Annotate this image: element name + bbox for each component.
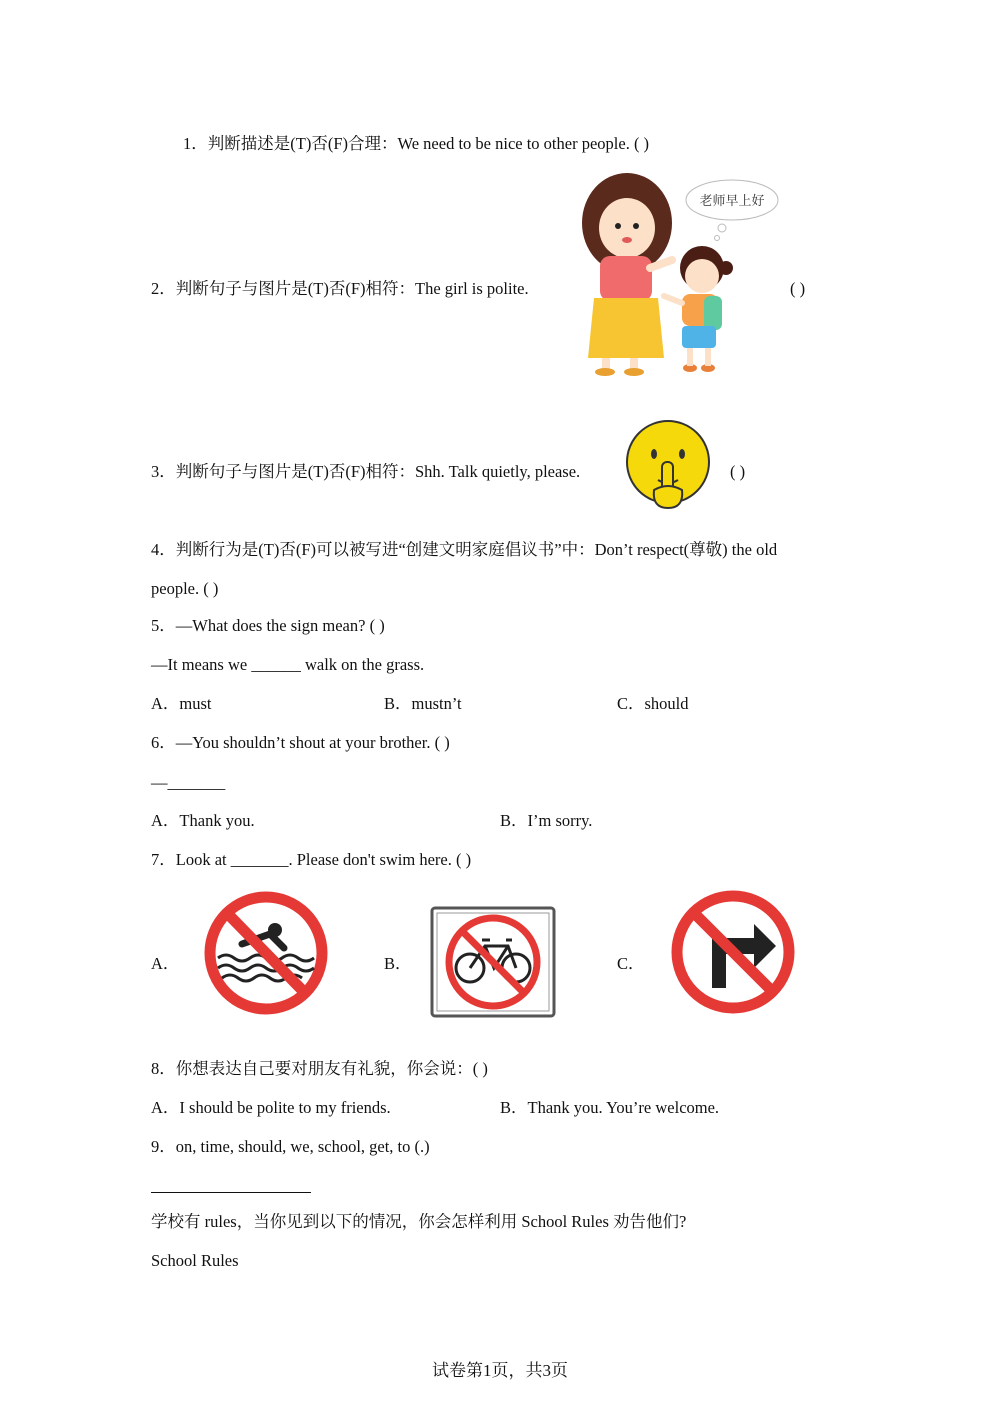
question-5-option-c: C．should: [617, 694, 689, 713]
question-7: 7．Look at _______. Please don't swim here. ( ): [151, 850, 472, 869]
question-4-line2: people. ( ): [151, 579, 219, 598]
question-3-answer: ( ): [730, 462, 746, 481]
page-footer: 试卷第1页，共3页: [432, 1361, 568, 1380]
question-5-option-b: B．mustn’t: [384, 694, 462, 713]
no-bicycles-sign-icon: [430, 906, 556, 1018]
question-7-option-c: C．: [617, 954, 645, 973]
question-9-answer-line[interactable]: [151, 1192, 311, 1193]
shh-emoji-picture: [624, 418, 714, 512]
question-6-option-b: B．I’m sorry.: [500, 811, 593, 830]
speech-bubble-text: 老师早上好: [699, 194, 765, 209]
question-5-line2: —It means we ______ walk on the grass.: [151, 655, 425, 674]
question-3: 3．判断句子与图片是(T)否(F)相符：Shh. Talk quietly, please.: [151, 462, 581, 481]
question-5-line1: 5．—What does the sign mean? ( ): [151, 616, 385, 635]
question-8-option-b: B．Thank you. You’re welcome.: [500, 1098, 720, 1117]
section-intro: 学校有 rules，当你见到以下的情况，你会怎样利用 School Rules 劝告他们?: [151, 1212, 687, 1231]
question-8: 8．你想表达自己要对朋友有礼貌，你会说：( ): [151, 1059, 488, 1078]
no-swimming-sign-icon: [200, 888, 332, 1018]
question-2: 2．判断句子与图片是(T)否(F)相符：The girl is polite.: [151, 279, 529, 298]
question-6-line1: 6．—You shouldn’t shout at your brother. ( ): [151, 733, 450, 752]
question-7-option-a: A．: [151, 954, 180, 973]
question-6-option-a: A．Thank you.: [151, 811, 255, 830]
question-5-option-a: A．must: [151, 694, 212, 713]
section-title: School Rules: [151, 1251, 239, 1270]
question-2-answer: ( ): [790, 279, 806, 298]
no-right-turn-sign-icon: [668, 888, 798, 1016]
question-7-option-b: B．: [384, 954, 412, 973]
question-6-line2: —_______: [151, 773, 226, 792]
teacher-and-girl-picture: [572, 168, 782, 383]
question-4-line1: 4．判断行为是(T)否(F)可以被写进“创建文明家庭倡议书”中：Don’t respect(尊敬) the old: [151, 540, 778, 559]
question-1: 1．判断描述是(T)否(F)合理：We need to be nice to other people. ( ): [183, 134, 650, 153]
question-8-option-a: A．I should be polite to my friends.: [151, 1098, 391, 1117]
question-9: 9．on, time, should, we, school, get, to (.): [151, 1137, 430, 1156]
